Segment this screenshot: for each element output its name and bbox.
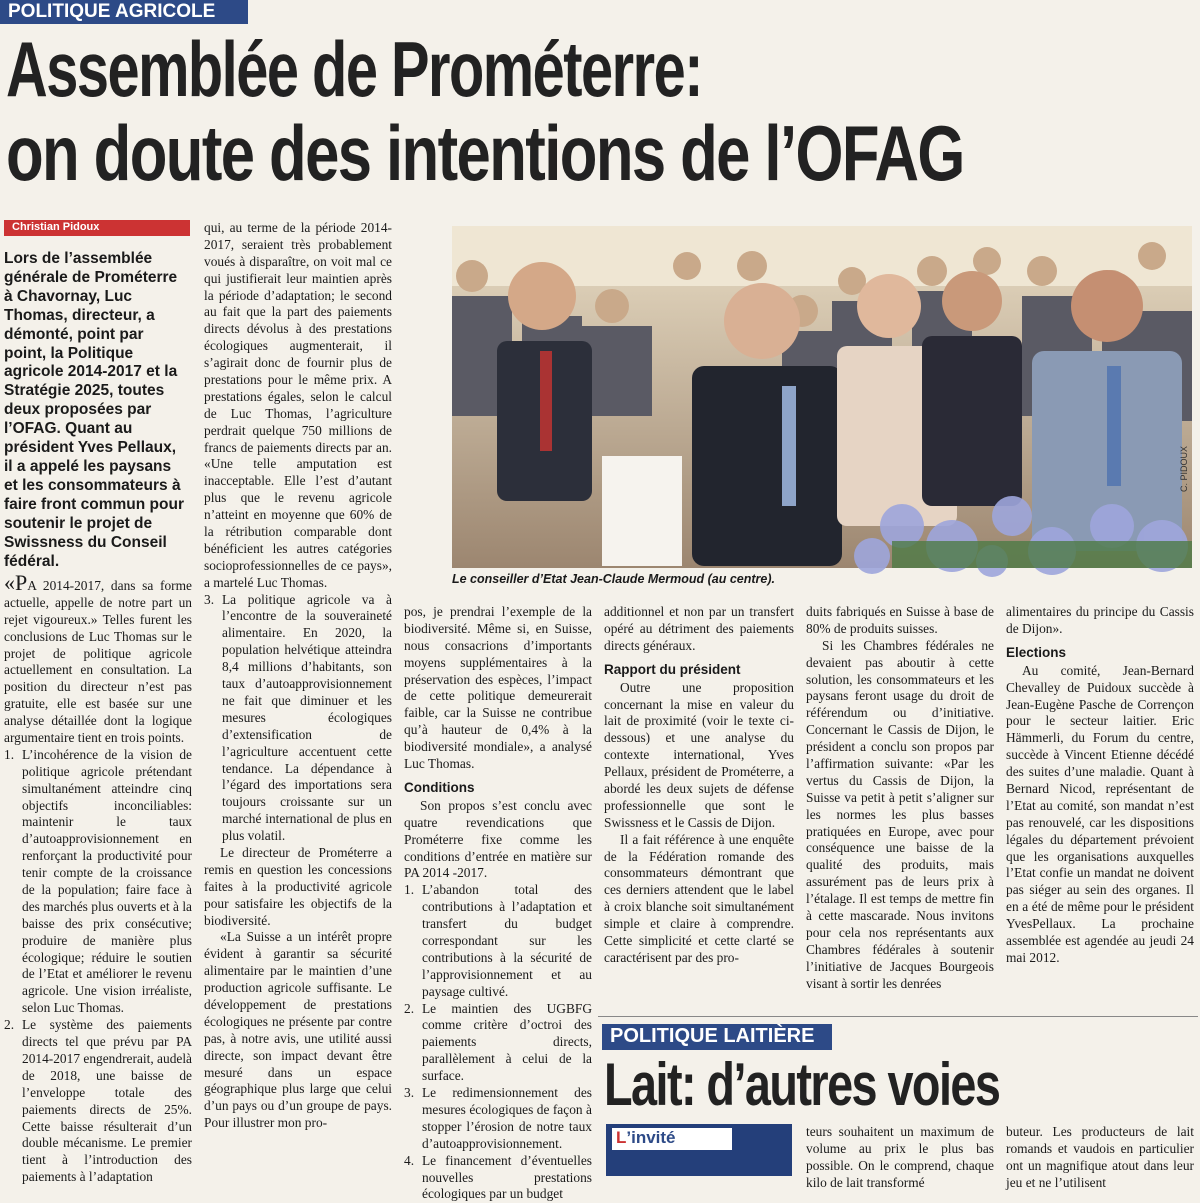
photo-credit: C. PIDOUX	[1179, 446, 1189, 493]
article-column-5	[806, 604, 994, 992]
list-item: 2. Le maintien des UGBFG comme critère d’octroi des paiements directs, parallèlement à celui de la surface.	[404, 1000, 592, 1084]
article-column-6	[1006, 604, 1194, 967]
list-item: 1. L’abandon total des contributions à l’adaptation et transfert du budget correspondant sur les contributions à la sécurité de l’approvisionnement et au paysage cultivé.	[404, 882, 592, 999]
invite-box	[606, 1124, 792, 1176]
paragraph: Il a fait référence à une enquête de la Fédération romande des consommateurs démontrant que ces derniers attendent que le label à croix blanche soit simultanément simple et claire à comprendre. Cette simplicité et cette clarté se caractérisent par des pro-	[604, 831, 794, 965]
list-item: 3. Le redimensionnement des mesures écologiques de façon à stopper l’érosion de notre taux d’autoapprovisionnement.	[404, 1085, 592, 1151]
headline-line-1: Assemblée de Prométerre:	[6, 25, 702, 113]
lait-column-2: teurs souhaitent un maximum de volume au prix le plus bas possible. On le comprend, chaque kilo de lait transformé	[806, 1124, 994, 1190]
lead-paragraph: Lors de l’assemblée générale de Prométerre à Chavornay, Luc Thomas, directeur, a démonté, point par point, la Politique agricole 2014-2017 et la Stratégie 2025, toutes deux proposées par l’OFAG. Quant au président Yves Pellaux, il a appelé les paysans et les consommateurs à faire front commun pour soutenir le projet de Swissness du Conseil fédéral.	[4, 250, 184, 570]
section-rubric: POLITIQUE AGRICOLE	[0, 0, 248, 24]
byline: Christian Pidoux	[4, 220, 190, 236]
invite-label: L’invité	[612, 1128, 732, 1150]
photo-caption: Le conseiller d’Etat Jean-Claude Mermoud (au centre).	[452, 572, 775, 586]
list-item: 3. La politique agricole va à l’encontre de la souveraineté alimentaire. En 2020, la population helvétique atteindra 8,4 millions d’habitants, son taux d’autoapprovisionnement ne fait que diminuer et les mesures écologiques d’extensification de l’agriculture accentuent cette tendance. La dépendance à l’égard des importations sera toujours croissante sur un marché international de plus en plus volatil.	[204, 591, 392, 844]
paragraph: «La Suisse a un intérêt propre évident à garantir sa sécurité alimentaire par le maintien d’une production agricole suffisante. Le développement de prestations écologiques ne présente par contre pas, à notre avis, une utilité aussi directe, son impact devant être mesuré dans un espace géographique plus large que celui d’un pays ou d’un groupe de pays. Pour illustrer mon pro-	[204, 929, 392, 1131]
subheading-conditions: Conditions	[404, 779, 475, 795]
paragraph: duits fabriqués en Suisse à base de 80% de produits suisses.	[806, 604, 994, 636]
headline-line-2: on doute des intentions de l’OFAG	[6, 109, 964, 197]
article-column-1	[4, 572, 192, 1186]
paragraph: Si les Chambres fédérales ne devaient pas aboutir à cette solution, les consommateurs et les paysans feront usage du droit de référendum ou d’initiative. Concernant le Cassis de Dijon, le président a conclu son propos par l’affirmation suivante: «Par les vertus du Cassis de Dijon, la Suisse va petit à petit s’aligner sur les normes les plus basses pratiquées en Europe, avec pour conséquence une baisse de la qualité des produits, mais assurément pas de leurs prix à l’étalage. Il est temps de mettre fin à cette mascarade. Nous invitons pour cela nos représentants aux Chambres fédérales à soutenir l’initiative de Jacques Bourgeois visant à sortir les denrées	[806, 637, 994, 991]
column-rule	[598, 1016, 1198, 1017]
paragraph: Au comité, Jean-Bernard Chevalley de Puidoux succède à Jean-Eugène Pasche de Corrençon pour le secteur laitier. Eric Hämmerli, du Forum du centre, succède à Vincent Etienne décédé des suites d’une maladie. Quant à Bernard Nicod, représentant de l’Etat au comité, son mandat n’est pas renouvelé, car les dispositions légales du département prévoient que les organisations auxquelles l’Etat confie un mandat ne doivent pas siéger au sein des organes. Il en a été de même pour le président YvesPellaux. La prochaine assemblée est agendée au jeudi 24 mai 2012.	[1006, 662, 1194, 965]
list-item: 2. Le système des paiements directs tel que prévu par PA 2014-2017 engendrerait, audelà de 2018, une baisse de l’enveloppe totale des paiements directs de 25%. Cette baisse résulterait d’un double mécanisme. Le premier tient à l’introduction des paiements à l’adaptation	[4, 1017, 192, 1185]
paragraph: Outre une proposition concernant la mise en valeur du lait de proximité (voir le texte ci-dessous) et une analyse du contexte international, Yves Pellaux, président de Prométerre, a abordé les deux sujets de défense professionnelle que sont le Swissness et le Cassis de Dijon.	[604, 679, 794, 830]
paragraph: «PA 2014-2017, dans sa forme actuelle, appelle de notre part un rejet vigoureux.» Telles furent les conclusions de Luc Thomas sur le projet de politique agricole actuellement en consultation. La position du directeur n’est pas gratuite, elle est basée sur une analyse détaillée dont la logique argumentaire tient en trois points.	[4, 570, 192, 746]
drop-cap: «P	[4, 570, 28, 595]
audience-photo-illustration	[452, 226, 1192, 568]
article-column-4	[604, 604, 794, 967]
paragraph: qui, au terme de la période 2014-2017, seraient très probablement voués à disparaître, on voit mal ce qui justifierait leur maintien après la période d’adaptation; le second au fait que la part des paiements directs dévolus à des prestations écologiques augmenterait, il s’agirait donc de fournir plus de prestations pour le même prix. A prestations égales, selon le calcul de Luc Thomas, l’agriculture perdrait quelque 750 millions de francs de paiements directs par an. «Une telle amputation est inacceptable. Elle l’est d’autant plus que le revenu agricole n’atteint en moyenne que 60% de la rétribution comparable dont bénéficient les autres catégories socioprofessionnelles de ce pays», a martelé Luc Thomas.	[204, 220, 392, 590]
lait-column-3: buteur. Les producteurs de lait romands et vaudois en particulier ont un magnifique atout dans leur jeu et ne l’utilisent	[1006, 1124, 1194, 1190]
paragraph: Le directeur de Prométerre a remis en question les concessions faites à la productivité agricole pour satisfaire les objectifs de la biodiversité.	[204, 844, 392, 928]
list-item: 4. Le financement d’éventuelles nouvelles prestations écologiques par un budget	[404, 1152, 592, 1202]
headline-lait: Lait: d’autres voies	[604, 1051, 1000, 1118]
subheading-elections: Elections	[1006, 644, 1067, 660]
subheading-rapport: Rapport du président	[604, 661, 741, 677]
paragraph: Son propos s’est conclu avec quatre revendications que Prométerre fixe comme les conditions d’entrée en matière sur PA 2014 -2017.	[404, 797, 592, 881]
section-rubric-lait: POLITIQUE LAITIÈRE	[602, 1024, 832, 1050]
article-photo	[452, 226, 1192, 568]
paragraph: alimentaires du principe du Cassis de Dijon».	[1006, 604, 1194, 636]
article-column-2	[204, 220, 392, 1132]
list-item: 1. L’incohérence de la vision de politique agricole prétendant simultanément atteindre cinq objectifs inconciliables: maintenir le taux d’autoapprovisionnement en renforçant la productivité pour tenir compte de la croissance de la population; faire face à des marchés plus ouverts et à la baisse des prix consécutive; produire de manière plus écologique; réduire le soutien de l’Etat et améliorer le revenu agricole. Une vision irréaliste, selon Luc Thomas.	[4, 746, 192, 1016]
article-column-3	[404, 604, 592, 1203]
paragraph: pos, je prendrai l’exemple de la biodiversité. Même si, en Suisse, nous consacrions d’importants moyens supplémentaires à la préservation des espèces, l’impact de cette politique demeurerait faible, car la Suisse ne contribue qu’à hauteur de 0,4% à la biodiversité mondiale», a analysé Luc Thomas.	[404, 604, 592, 772]
paragraph: additionnel et non par un transfert opéré au détriment des paiements directs généraux.	[604, 604, 794, 653]
